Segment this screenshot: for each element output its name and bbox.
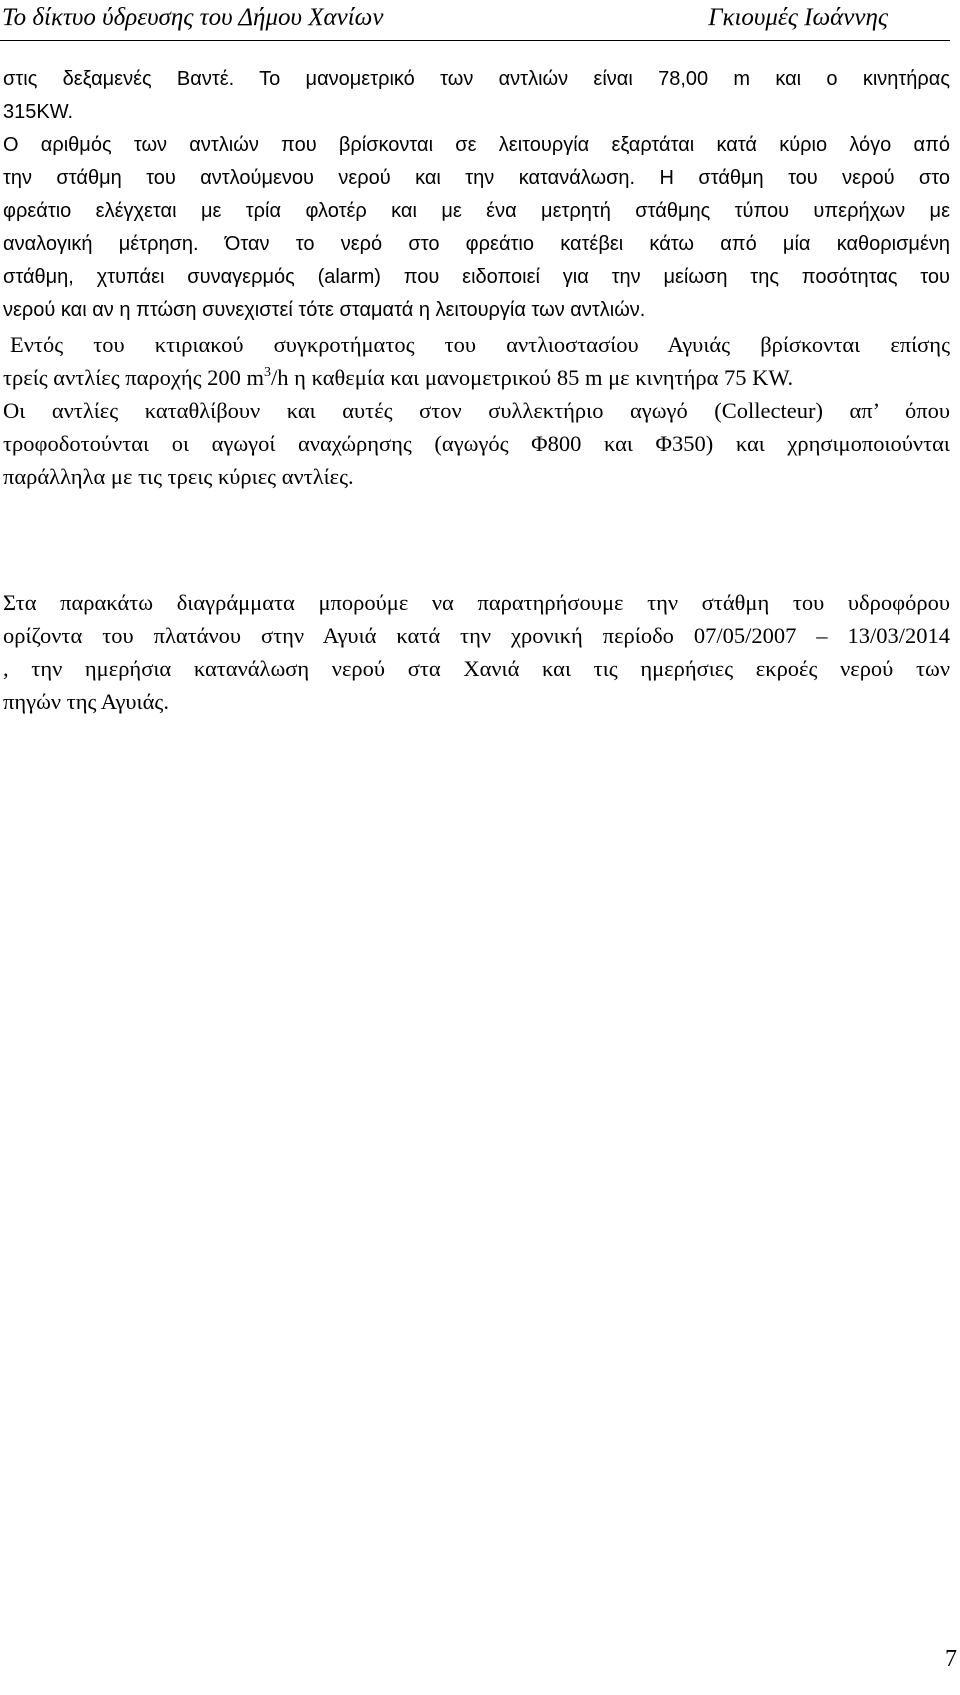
- body-line: Στα παρακάτω διαγράμματα μπορούμε να παρατηρήσουμε την στάθμη του υδροφόρου: [3, 590, 950, 615]
- body-line: στις δεξαμενές Βαντέ. Το μανομετρικό των αντλιών είναι 78,00 m και ο κινητήρας: [3, 68, 950, 90]
- body-line: πηγών της Αγυιάς.: [3, 689, 169, 714]
- body-line: 315KW.: [3, 101, 74, 123]
- body-line: Οι αντλίες καταθλίβουν και αυτές στον συλλεκτήριο αγωγό (Collecteur) απ’ όπου: [3, 398, 950, 423]
- body-line-part: τρείς αντλίες παροχής 200 m: [3, 365, 265, 390]
- header-rule: [0, 40, 950, 41]
- body-line: την στάθμη του αντλούμενου νερού και την κατανάλωση. Η στάθμη του νερού στο: [3, 167, 950, 189]
- body-line: Εντός του κτιριακού συγκροτήματος του αντλιοστασίου Αγυιάς βρίσκονται επίσης: [10, 332, 950, 357]
- body-line: νερού και αν η πτώση συνεχιστεί τότε σταματά η λειτουργία των αντλιών.: [3, 299, 646, 321]
- header-author: Γκιουμές Ιωάννης: [708, 4, 888, 31]
- body-line: αναλογική μέτρηση. Όταν το νερό στο φρεάτιο κατέβει κάτω από μία καθορισμένη: [3, 233, 950, 255]
- body-line: [3, 361, 950, 394]
- body-line: φρεάτιο ελέγχεται με τρία φλοτέρ και με ένα μετρητή στάθμης τύπου υπερήχων με: [3, 200, 950, 222]
- page-header: [0, 2, 960, 38]
- body-line-part: /h η καθεμία και μανομετρικού 85 m με κινητήρα 75 KW.: [271, 365, 794, 390]
- body-line: ορίζοντα του πλατάνου στην Αγυιά κατά την χρονική περίοδο 07/05/2007 – 13/03/2014: [3, 623, 950, 648]
- page-number: 7: [945, 1646, 957, 1672]
- body-line: Ο αριθμός των αντλιών που βρίσκονται σε λειτουργία εξαρτάται κατά κύριο λόγο από: [3, 134, 950, 156]
- body-line: τροφοδοτούνται οι αγωγοί αναχώρησης (αγωγός Φ800 και Φ350) και χρησιμοποιούνται: [3, 431, 950, 456]
- superscript-three: 3: [264, 365, 272, 380]
- header-title: Το δίκτυο ύδρευσης του Δήμου Χανίων: [2, 4, 384, 31]
- body-line: στάθμη, χτυπάει συναγερμός (alarm) που ειδοποιεί για την μείωση της ποσότητας του: [3, 266, 950, 288]
- body-line: παράλληλα με τις τρεις κύριες αντλίες.: [3, 464, 354, 489]
- body-line: , την ημερήσια κατανάλωση νερού στα Χανιά και τις ημερήσιες εκροές νερού των: [3, 656, 950, 681]
